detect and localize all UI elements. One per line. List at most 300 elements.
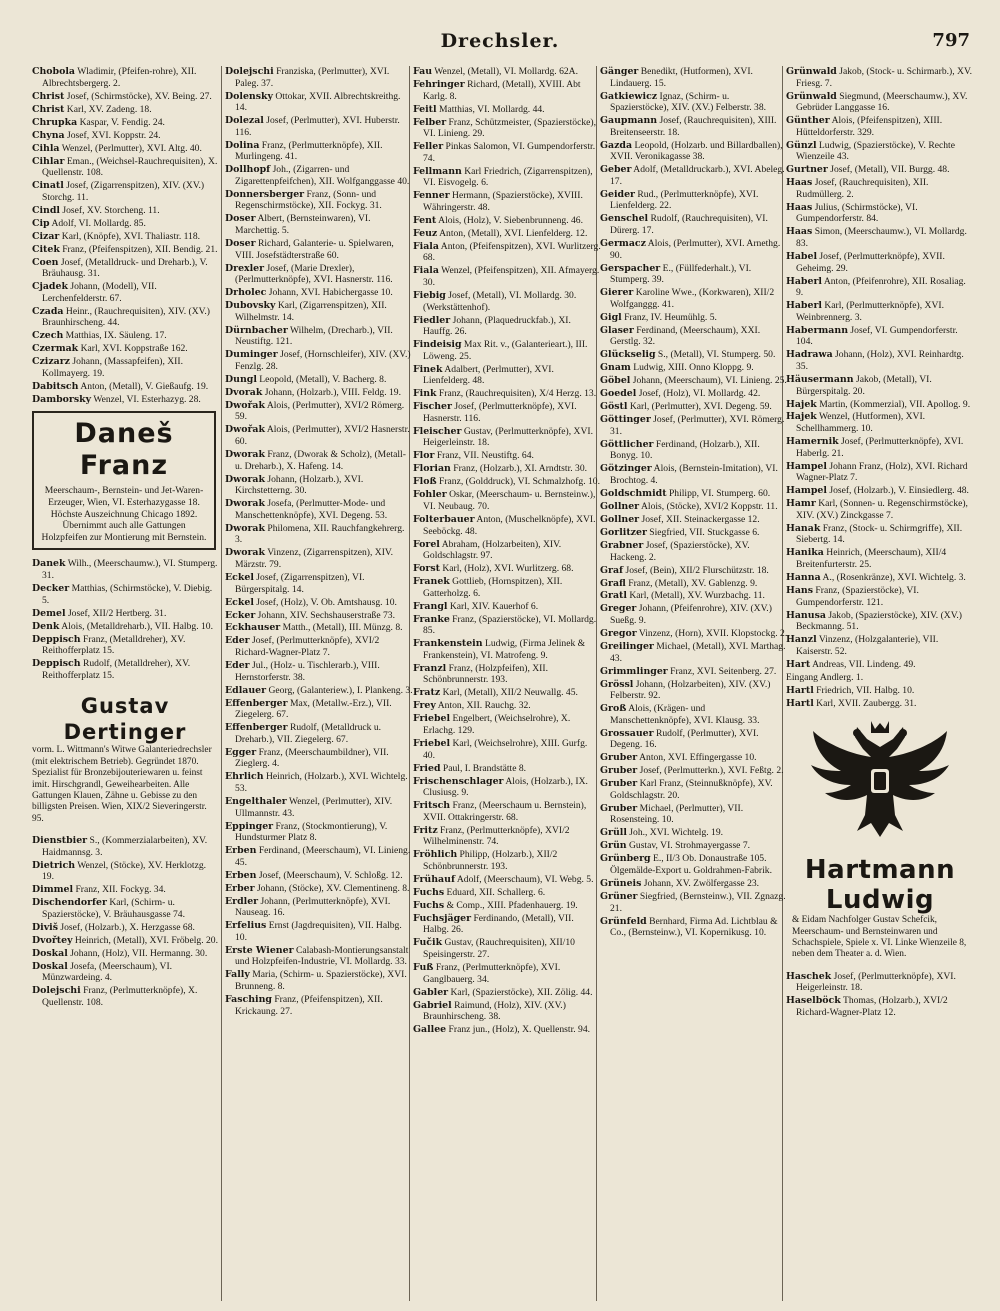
entry-details: Abraham, (Holzarbeiten), XIV. Goldschlagstr. 97. (423, 538, 562, 562)
entry-name: Hanika (786, 547, 824, 559)
entry-name: Friebel (413, 713, 451, 725)
entry-name: Erste Wiener (225, 944, 294, 956)
entry-details: Karoline Wwe., (Korkwaren), XII/2 Wolfganggg. 41. (610, 287, 775, 310)
entry-name: Danek (32, 558, 66, 570)
entry-name: Günther (786, 115, 830, 127)
entry-name: Fink (413, 388, 437, 400)
entry-name: Glückselig (600, 349, 656, 361)
directory-entry (225, 635, 413, 658)
entry-details: Franz, (Dworak & Scholz), (Metall- u. Dreharb.), X. Hafeng. 14. (235, 449, 406, 472)
entry-details: Wenzel, (Pfeifenspitzen), XII. Afmayerg. 30. (423, 265, 600, 288)
directory-entry (32, 205, 220, 217)
entry-name: Czech (32, 330, 64, 342)
entry-details: Johann, (Holzarbeiten), XIV. (XV.) Felberstr. 92. (610, 678, 771, 702)
entry-name: Fasching (225, 993, 272, 1005)
entry-name: Haas (786, 226, 813, 238)
directory-entry (32, 985, 220, 1008)
directory-entry (413, 241, 601, 264)
entry-name: Fried (413, 762, 441, 774)
entry-details: Matthias, IX. Säuleng. 17. (63, 330, 167, 342)
entry-name: Genschel (600, 213, 649, 225)
directory-entry (786, 177, 974, 200)
directory-entry (225, 374, 413, 386)
directory-entry (32, 835, 220, 858)
entry-details: Karl, (Perlmutter), XVI. Degeng. 59. (627, 401, 772, 413)
entry-name: Hans (786, 584, 814, 596)
entry-name: Franek (413, 576, 450, 588)
entry-details: Josef, XII. Steinackergasse 12. (639, 513, 760, 525)
entry-details: Alois, (Metalldreharb.), VII. Halbg. 10. (59, 620, 213, 632)
entry-name: Engelthaler (225, 795, 287, 807)
directory-entry (32, 231, 220, 243)
directory-entry (600, 578, 788, 590)
entry-details: Franz, VII. Neustiftg. 64. (434, 450, 534, 462)
entry-name: Demel (32, 607, 66, 619)
entry-name: Fuchsjäger (413, 912, 472, 924)
entry-details: Josef, (Perlmutterknöpfe), XVII. Geheimg. 29. (796, 251, 945, 274)
entry-name: Drexler (225, 262, 265, 274)
directory-entry (413, 962, 601, 985)
directory-entry (413, 700, 601, 712)
entry-details: Franz, (Pfeifenspitzen), XII. Krickaung. 27. (235, 993, 383, 1017)
entry-name: Dimmel (32, 884, 74, 896)
directory-entry (786, 572, 974, 584)
entry-details: Josef, (Rauchrequisiten), XIII. Breitenseerstr. 18. (610, 115, 777, 138)
entry-name: Frey (413, 700, 436, 712)
directory-entry (413, 104, 601, 116)
entry-name: Gnam (600, 362, 631, 374)
entry-details: Wenzel, (Metall), VI. Mollardg. 62A. (432, 66, 578, 77)
entry-name: Duminger (225, 349, 278, 361)
directory-entry (600, 827, 788, 839)
entry-name: Dworak (225, 449, 265, 461)
entry-name: Cizar (32, 230, 60, 242)
entry-name: Gruber (600, 778, 638, 790)
entry-name: Folterbauer (413, 513, 475, 525)
directory-entry (413, 514, 601, 537)
advertisement-box (32, 411, 216, 550)
entry-details: Anton, (Metall), XVI. Lienfelderg. 12. (437, 227, 588, 239)
entry-details: Vinzenz, (Zigarrenspitzen), XIV. Märzstr. 79. (235, 547, 393, 570)
entry-details: Alois, (Krägen- und Manschettenknöpfe), XVI. Klausg. 33. (610, 703, 760, 726)
entry-name: Cinatl (32, 180, 64, 192)
directory-entry (786, 971, 974, 994)
directory-entry (413, 1000, 601, 1023)
entry-details: Josef, (Marie Drexler), (Perlmutterknöpfe), XVI. Hasnerstr. 116. (235, 262, 393, 286)
directory-entry (225, 449, 413, 472)
entry-name: Erfelius (225, 920, 267, 932)
entry-details: Gustav, (Rauchrequisiten), XII/10 Speisingerstr. 27. (423, 937, 575, 960)
directory-entry (600, 91, 788, 114)
directory-entry (413, 463, 601, 475)
entry-details: Leopold, (Metall), V. Bacherg. 8. (256, 373, 387, 385)
entry-name: Feller (413, 141, 444, 153)
entry-details: Raimund, (Holz), XIV. (XV.) Braunhirscheng. 38. (423, 999, 566, 1023)
entry-name: Egger (225, 746, 257, 758)
entry-details: Alois, (Pfeifenspitzen), XIII. Hütteldorferstr. 329. (796, 115, 943, 138)
directory-entry (786, 226, 974, 249)
directory-entry (32, 948, 220, 960)
directory-entry (32, 897, 220, 920)
directory-entry (32, 356, 220, 379)
entry-name: Fuchs (413, 899, 445, 911)
entry-details: Johann, (Stöcke), XV. Clementineng. 8. (254, 882, 410, 894)
directory-entry (600, 362, 788, 374)
directory-entry (600, 66, 788, 89)
entry-name: Fiebig (413, 289, 446, 301)
directory-entry (225, 660, 413, 683)
entry-name: Chrupka (32, 116, 78, 128)
entry-name: Diviš (32, 921, 58, 933)
directory-entry (225, 387, 413, 399)
entry-name: Goldschmidt (600, 488, 667, 499)
entry-name: Hajek (786, 398, 817, 410)
directory-entry (225, 969, 413, 992)
entry-name: Gollner (600, 500, 640, 512)
directory-entry (225, 771, 413, 794)
entry-name: Czermak (32, 343, 79, 355)
entry-name: Feuz (413, 227, 438, 239)
entry-details: Anton, XII. Rauchg. 32. (435, 700, 531, 712)
entry-name: Fiala (413, 265, 439, 277)
entry-details: Johann, (Pfeifenrohre), XIV. (XV.) Sueßg. 9. (610, 603, 772, 627)
entry-details: Karl, (Metall), XII/2 Neuwallg. 45. (440, 687, 578, 699)
column-5 (786, 66, 974, 1301)
entry-details: Wenzel, (Perlmutter), XVI. Altg. 40. (59, 142, 202, 154)
entry-name: Findeisig (413, 339, 462, 351)
entry-details: Rudolf, (Perlmutter), XVI. Degeng. 16. (610, 727, 759, 751)
entry-name: Groß (600, 703, 627, 715)
entry-name: Grössl (600, 678, 634, 690)
directory-entry (413, 849, 601, 872)
entry-name: Geider (600, 188, 635, 200)
entry-name: Friebel (413, 737, 451, 749)
entry-details: Gustav, (Perlmutterknöpfe), XVI. Heigerleinstr. 18. (423, 425, 593, 449)
entry-details: Engelbert, (Weichselrohre), X. Erlachg. 129. (423, 713, 571, 736)
entry-name: Gregor (600, 628, 637, 640)
entry-details: Franz, (Golddruck), VI. Schmalzhofg. 10. (436, 476, 601, 488)
directory-entry (32, 180, 220, 203)
entry-name: Dienstbier (32, 835, 88, 847)
entry-details: Josefa, (Perlmutter-Mode- und Manschettenknöpfe), XVI. Degeng. 53. (235, 498, 388, 521)
directory-entry (225, 66, 413, 89)
directory-entry (413, 687, 601, 699)
entry-name: Erber (225, 882, 255, 894)
directory-entry (32, 608, 220, 620)
entry-name: Dworak (225, 547, 265, 559)
entry-details: A., (Rosenkränze), XVI. Wichtelg. 3. (820, 571, 966, 583)
entry-name: Dabitsch (32, 380, 79, 392)
entry-details: Karl Friedrich, (Zigarrenspitzen), VI. Eisvogelg. 6. (423, 165, 593, 189)
entry-name: Franzl (413, 662, 447, 674)
directory-entry (413, 215, 601, 227)
entry-details: Franz, (Spazierstöcke), VI. Gumpendorferstr. 121. (796, 584, 919, 608)
directory-entry (600, 401, 788, 413)
entry-details: Matthias, (Schirmstöcke), V. Diebig. 5. (42, 583, 213, 606)
entry-details: Josef, (Zigarrenspitzen), VI. Bürgerspitalg. 14. (235, 571, 365, 595)
directory-entry (600, 388, 788, 400)
directory-entry (786, 485, 974, 497)
entry-name: Hart (786, 658, 811, 670)
entry-details: Anton, (Muschelknöpfe), XVI. Seeböckg. 48. (423, 513, 596, 537)
entry-details: Karl Franz, (Steinnußknöpfe), XV. Goldschlagstr. 20. (610, 778, 773, 801)
entry-name: Hampel (786, 485, 827, 497)
advertisement-block (32, 693, 218, 825)
directory-entry (600, 213, 788, 236)
entry-details: Josef, (Metalldruck- und Dreharb.), V. Bräuhausg. 31. (42, 256, 208, 280)
entry-name: Hamr (786, 498, 816, 510)
entry-details: Karl, (Zigarrenspitzen), XII. Wilhelmstr. 14. (235, 300, 387, 323)
entry-details: Josef, (Rauchrequisiten), XII. Rudmüllerg. 2. (796, 177, 929, 200)
entry-name: Dworak (225, 498, 265, 510)
entry-details: S., (Metall), VI. Stumperg. 50. (655, 349, 776, 361)
directory-entry (600, 641, 788, 664)
entry-details: Josef, (Perlmutter), XVI. Römerg. 31. (610, 414, 785, 437)
directory-entry (225, 572, 413, 595)
entry-details: Franz, (Perlmutterknöpfe), XVI/2 Wilhelminenstr. 74. (423, 824, 570, 848)
entry-name: Grüner (600, 890, 638, 902)
entry-details: Ottokar, XVII. Albrechtskreithg. 14. (235, 90, 401, 114)
entry-name: Dvořtey (32, 934, 73, 946)
entry-name: Fratz (413, 687, 441, 699)
entry-name: Czizarz (32, 356, 71, 368)
entry-details: Josef, XV. Storcheng. 11. (59, 204, 160, 216)
directory-entry (413, 913, 601, 936)
directory-entry (413, 66, 601, 78)
entry-name: Gerspacher (600, 262, 661, 274)
column-rule (221, 66, 222, 1301)
entry-name: Drholec (225, 287, 267, 299)
entry-details: Josef, XII/2 Hertberg. 31. (65, 607, 167, 619)
entry-details: Ferdinand, (Meerschaum), VI. Linieng. 45. (235, 845, 411, 868)
advertisement-title: Daneš Franz (74, 418, 174, 482)
directory-entry (225, 597, 413, 609)
entry-name: Denk (32, 620, 60, 632)
directory-entry (600, 916, 788, 939)
entry-details: Rud., (Perlmutterknöpfe), XVI. Lienfelderg. 22. (610, 188, 759, 212)
directory-entry (600, 679, 788, 702)
entry-details: Wenzel, (Stöcke), XV. Herklotzg. 19. (42, 859, 207, 883)
directory-entry (786, 140, 974, 163)
entry-details: Franz, (Meerschaumbildner), VII. Zieglerg. 4. (235, 746, 389, 770)
entry-name: Götzinger (600, 463, 652, 475)
entry-details: Josef, XVI. Koppstr. 24. (64, 129, 161, 141)
entry-details: Ferdinand, (Holzarb.), XII. Bonyg. 10. (610, 438, 760, 462)
entry-details: Karl, XIV. Kauerhof 6. (447, 600, 539, 612)
entry-details: Johann, (Holzarb.), VIII. Feldg. 19. (262, 386, 401, 398)
directory-entry (225, 498, 413, 521)
entry-details: Eingang Andlerg. 1. (786, 671, 864, 683)
entry-details: E., (Füllfederhalt.), VI. Stumperg. 39. (610, 262, 752, 286)
entry-details: Franz, (Perlmutterknöpfe), XVI. Ganglbauerg. 34. (423, 961, 561, 985)
entry-name: Gruber (600, 752, 638, 764)
entry-name: Eckel (225, 571, 254, 583)
directory-entry (32, 281, 220, 304)
entry-name: Dolina (225, 139, 260, 151)
entry-details: Franz, (Holzarb.), XI. Arndtstr. 30. (450, 463, 588, 475)
entry-details: Alois, (Perlmutter), XVI/2 Römerg. 59. (235, 399, 405, 423)
entry-name: Göttinger (600, 414, 651, 426)
entry-details: & Comp., XIII. Pfadenhauerg. 19. (444, 899, 578, 911)
entry-name: Dietrich (32, 859, 76, 871)
entry-details: Gottlieb, (Hornspitzen), XII. Gatterholzg. 6. (423, 576, 563, 599)
entry-name: Göbel (600, 375, 631, 387)
entry-name: Grimmlinger (600, 665, 668, 677)
entry-name: Gratl (600, 590, 627, 602)
entry-details: Heinrich, (Meerschaum), XII/4 Breitenfurterstr. 25. (796, 547, 947, 570)
entry-name: Fehringer (413, 78, 465, 90)
directory-entry (225, 870, 413, 882)
entry-details: Franz, (Metalldreher), XV. Reithofferplatz 15. (42, 633, 186, 657)
entry-name: Chyna (32, 129, 65, 141)
advertisement-title: Hartmann Ludwig (804, 855, 956, 916)
entry-details: Paul, I. Brandstätte 8. (440, 762, 527, 774)
entry-details: Josef, (Metall), VI. Mollardg. 30. (Werkstättenhof). (423, 289, 577, 313)
entry-name: Gallee (413, 1024, 447, 1036)
directory-entry (225, 263, 413, 286)
entry-name: Hamernik (786, 436, 839, 448)
directory-entry (600, 325, 788, 348)
directory-entry (32, 244, 220, 256)
entry-details: Franz, IV. Heumühlg. 5. (621, 311, 717, 323)
directory-entry (413, 900, 601, 912)
entry-name: Hanzl (786, 634, 817, 646)
entry-name: Hartl (786, 684, 814, 696)
entry-details: Karl, (Spazierstöcke), XII. Zölig. 44. (448, 986, 593, 998)
entry-name: Gänger (600, 66, 639, 77)
entry-name: Haberl (786, 275, 822, 287)
entry-name: Eppinger (225, 820, 274, 832)
entry-details: Johann, (Modell), VII. Lerchenfelderstr. 67. (42, 281, 157, 304)
directory-entry (786, 659, 974, 671)
entry-details: Wenzel, VI. Esterhazyg. 28. (91, 393, 201, 405)
entry-details: Jakob, (Spazierstöcke), XIV. (XV.) Beckmanng. 51. (796, 609, 962, 633)
directory-entry (413, 364, 601, 387)
entry-details: Franz, (Spazierstöcke), VI. Mollardg. 85. (423, 613, 597, 637)
entry-name: Greilinger (600, 641, 654, 653)
entry-name: Grabner (600, 539, 644, 551)
entry-name: Günzl (786, 139, 817, 151)
directory-entry (600, 803, 788, 826)
entry-details: Rudolf, (Metalldreher), XV. Reithofferplatz 15. (42, 658, 191, 681)
entry-name: Donnersberger (225, 188, 305, 200)
entry-name: Dubovsky (225, 300, 276, 312)
directory-entry (413, 290, 601, 313)
entry-details: Calabash-Montierungsanstalt und Holzpfeifen-Industrie, VI. Mollardg. 33. (235, 944, 409, 968)
entry-name: Erdler (225, 895, 259, 907)
entry-details: Adolf, VI. Mollardg. 85. (49, 217, 146, 229)
advertisement-block (786, 719, 974, 961)
entry-name: Fellmann (413, 165, 462, 177)
entry-details: Philipp, VI. Stumperg. 60. (666, 488, 771, 499)
column-3 (413, 66, 601, 1301)
entry-name: Graf (600, 564, 624, 576)
directory-entry (600, 375, 788, 387)
entry-name: Grünwald (786, 90, 837, 102)
entry-details: Johann, XVI. Habichergasse 10. (266, 287, 393, 299)
entry-name: Frühauf (413, 873, 455, 885)
entry-name: Gazda (600, 139, 633, 151)
directory-entry (32, 658, 220, 681)
directory-entry (600, 115, 788, 138)
directory-entry (413, 776, 601, 799)
directory-entry (786, 325, 974, 348)
directory-entry (600, 590, 788, 602)
directory-entry (600, 891, 788, 914)
entry-name: Hadrawa (786, 349, 833, 361)
directory-entry (225, 400, 413, 423)
entry-name: Gurtner (786, 164, 828, 176)
entry-name: Dolejschi (32, 985, 81, 997)
entry-details: Wenzel, (Hutformen), XVI. Schellhammerg. 10. (796, 411, 926, 435)
directory-entry (225, 845, 413, 868)
entry-name: Ecker (225, 609, 256, 621)
entry-details: Franziska, (Perlmutter), XVI. Paleg. 37. (235, 66, 390, 89)
directory-entry (32, 884, 220, 896)
directory-entry (413, 738, 601, 761)
entry-name: Fiedler (413, 314, 451, 326)
directory-entry (600, 238, 788, 261)
directory-entry (786, 164, 974, 176)
directory-entry (32, 935, 220, 947)
entry-name: Doser (225, 238, 256, 250)
entry-details: Anton, (Pfeifenrohre), XII. Rosaliag. 9. (796, 275, 966, 299)
entry-name: Erben (225, 845, 257, 857)
entry-name: Christ (32, 103, 65, 115)
entry-name: Dolensky (225, 90, 273, 102)
entry-name: Fally (225, 969, 250, 981)
directory-entry (225, 622, 413, 634)
entry-details: Gustav, VI. Strohmayergasse 7. (626, 840, 751, 852)
entry-details: Ignaz, (Schirm- u. Spazierstöcke), XIV. (XV.) Felberstr. 38. (610, 90, 767, 114)
entry-details: Josef, (Meerschaum), V. Schloßg. 12. (256, 869, 403, 881)
directory-entry (786, 91, 974, 114)
entry-details: Franz, (Stockmontierung), V. Hundsturmer Platz 8. (235, 820, 388, 844)
entry-name: Deppisch (32, 633, 81, 645)
entry-details: Johann, (Meerschaum), VI. Linieng. 25. (630, 375, 787, 387)
directory-entry (413, 141, 601, 164)
entry-name: Göttlicher (600, 438, 654, 450)
entry-name: Haberl (786, 300, 822, 312)
entry-details: Johann Franz, (Holz), XVI. Richard Wagner-Platz 7. (796, 460, 968, 484)
running-head: Drechsler. (440, 30, 560, 52)
directory-entry (413, 117, 601, 140)
directory-entry (32, 91, 220, 103)
directory-entry (32, 394, 220, 406)
entry-details: Richard, (Metall), XVIII. Abt Karlg. 8. (423, 78, 581, 102)
entry-details: Franz jun., (Holz), X. Quellenstr. 94. (446, 1024, 591, 1036)
entry-details: Vinzenz, (Horn), XVII. Klopstockg. 2. (636, 628, 788, 640)
entry-name: Fenner (413, 190, 450, 202)
entry-name: Decker (32, 583, 70, 594)
directory-entry (786, 202, 974, 225)
entry-name: Dwořak (225, 399, 265, 411)
entry-details: Alois, (Stöcke), XVI/2 Koppstr. 11. (639, 500, 778, 512)
directory-entry (32, 156, 220, 179)
entry-details: Alois, (Holz), V. Siebenbrunneng. 46. (436, 214, 584, 226)
directory-entry (600, 414, 788, 437)
entry-name: Gorlitzer (600, 526, 647, 538)
entry-name: Haas (786, 177, 813, 189)
directory-entry (413, 166, 601, 189)
entry-name: Grafl (600, 577, 626, 589)
entry-details: Adolf, (Metalldruckarb.), XVI. Abeleg. 17. (610, 164, 785, 187)
directory-entry (225, 523, 413, 546)
entry-name: Fuchs (413, 886, 445, 898)
directory-entry (600, 439, 788, 462)
entry-details: Martin, (Kommerzial), VII. Apollog. 9. (816, 398, 971, 410)
directory-entry (225, 698, 413, 721)
